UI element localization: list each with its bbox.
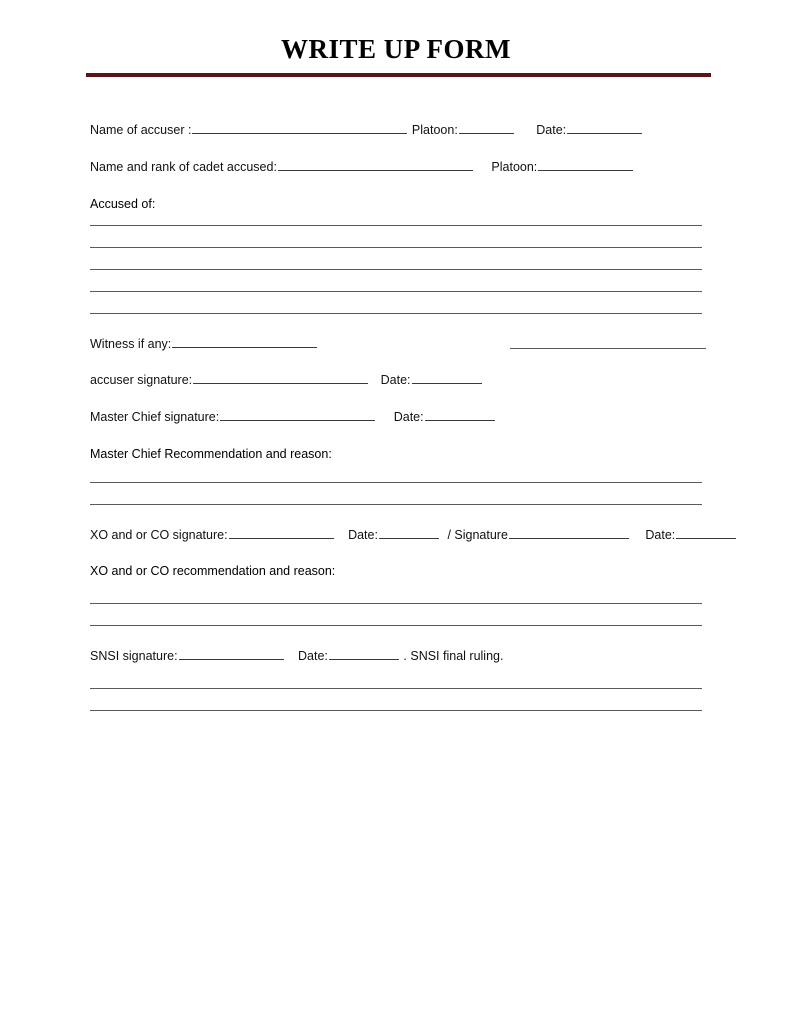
master-chief-recommendation-line-1[interactable] — [90, 482, 702, 483]
snsi-ruling-line-1[interactable] — [90, 688, 702, 689]
platoon-2-label: Platoon: — [491, 159, 538, 174]
xo-co-recommendation-line-1[interactable] — [90, 603, 702, 604]
snsi-final-ruling-label: . SNSI final ruling. — [403, 649, 504, 663]
accused-of-line-2[interactable] — [90, 247, 702, 248]
witness-secondary-input[interactable] — [510, 335, 706, 349]
xo-co-date-2-label: Date: — [645, 527, 676, 542]
xo-co-recommendation-lines — [90, 603, 716, 626]
name-of-accuser-label: Name of accuser : — [90, 123, 192, 137]
accuser-signature-row — [90, 371, 716, 390]
form-body — [76, 121, 716, 711]
master-chief-signature-row — [90, 408, 716, 427]
snsi-date-label: Date: — [298, 649, 328, 663]
master-chief-signature-input[interactable] — [220, 409, 375, 421]
platoon-2-input[interactable] — [538, 159, 633, 171]
cadet-accused-row — [90, 158, 716, 177]
xo-co-recommendation-line-2[interactable] — [90, 625, 702, 626]
witness-row — [90, 335, 716, 353]
snsi-row — [90, 647, 716, 666]
accused-of-line-1[interactable] — [90, 225, 702, 226]
accused-of-line-3[interactable] — [90, 269, 702, 270]
master-chief-signature-date-label: Date: — [393, 410, 424, 424]
accuser-row — [90, 121, 716, 140]
title-divider — [86, 73, 711, 77]
master-chief-signature-date-input[interactable] — [425, 409, 495, 421]
platoon-label: Platoon: — [411, 123, 458, 137]
accuser-signature-date-label: Date: — [380, 373, 411, 388]
accuser-signature-date-input[interactable] — [412, 372, 482, 384]
xo-co-signature-label: XO and or CO signature: — [90, 527, 228, 542]
snsi-signature-input[interactable] — [179, 648, 284, 660]
accuser-signature-input[interactable] — [193, 372, 368, 384]
master-chief-recommendation-label: Master Chief Recommendation and reason: — [90, 446, 332, 461]
snsi-signature-label: SNSI signature: — [90, 649, 178, 663]
xo-co-signature-2-input[interactable] — [509, 527, 629, 539]
snsi-date-input[interactable] — [329, 648, 399, 660]
master-chief-recommendation-line-2[interactable] — [90, 504, 702, 505]
xo-co-signature-row — [90, 526, 716, 545]
name-rank-cadet-label: Name and rank of cadet accused: — [90, 159, 277, 174]
xo-co-signature-input[interactable] — [229, 527, 334, 539]
page-title: WRITE UP FORM — [280, 34, 511, 64]
master-chief-recommendation-lines — [90, 482, 716, 505]
accused-of-lines — [90, 225, 716, 314]
snsi-ruling-line-2[interactable] — [90, 710, 702, 711]
name-rank-cadet-input[interactable] — [278, 159, 473, 171]
write-up-form — [76, 34, 716, 732]
snsi-ruling-lines — [90, 688, 716, 711]
witness-label: Witness if any: — [90, 337, 172, 352]
accused-of-line-4[interactable] — [90, 291, 702, 292]
xo-co-date-label: Date: — [348, 527, 378, 542]
accused-of-line-5[interactable] — [90, 313, 702, 314]
witness-input[interactable] — [172, 336, 317, 348]
name-of-accuser-input[interactable] — [192, 122, 407, 134]
xo-co-date-input[interactable] — [379, 527, 439, 539]
date-label: Date: — [536, 123, 567, 137]
master-chief-signature-label: Master Chief signature: — [90, 410, 220, 424]
xo-co-date-2-input[interactable] — [676, 527, 736, 539]
accused-of-label: Accused of: — [90, 196, 156, 211]
accuser-signature-label: accuser signature: — [90, 373, 193, 388]
date-input[interactable] — [567, 122, 642, 134]
xo-co-signature-2-label: / Signature — [447, 527, 508, 542]
platoon-input[interactable] — [459, 122, 514, 134]
xo-co-recommendation-label: XO and or CO recommendation and reason: — [90, 564, 336, 579]
